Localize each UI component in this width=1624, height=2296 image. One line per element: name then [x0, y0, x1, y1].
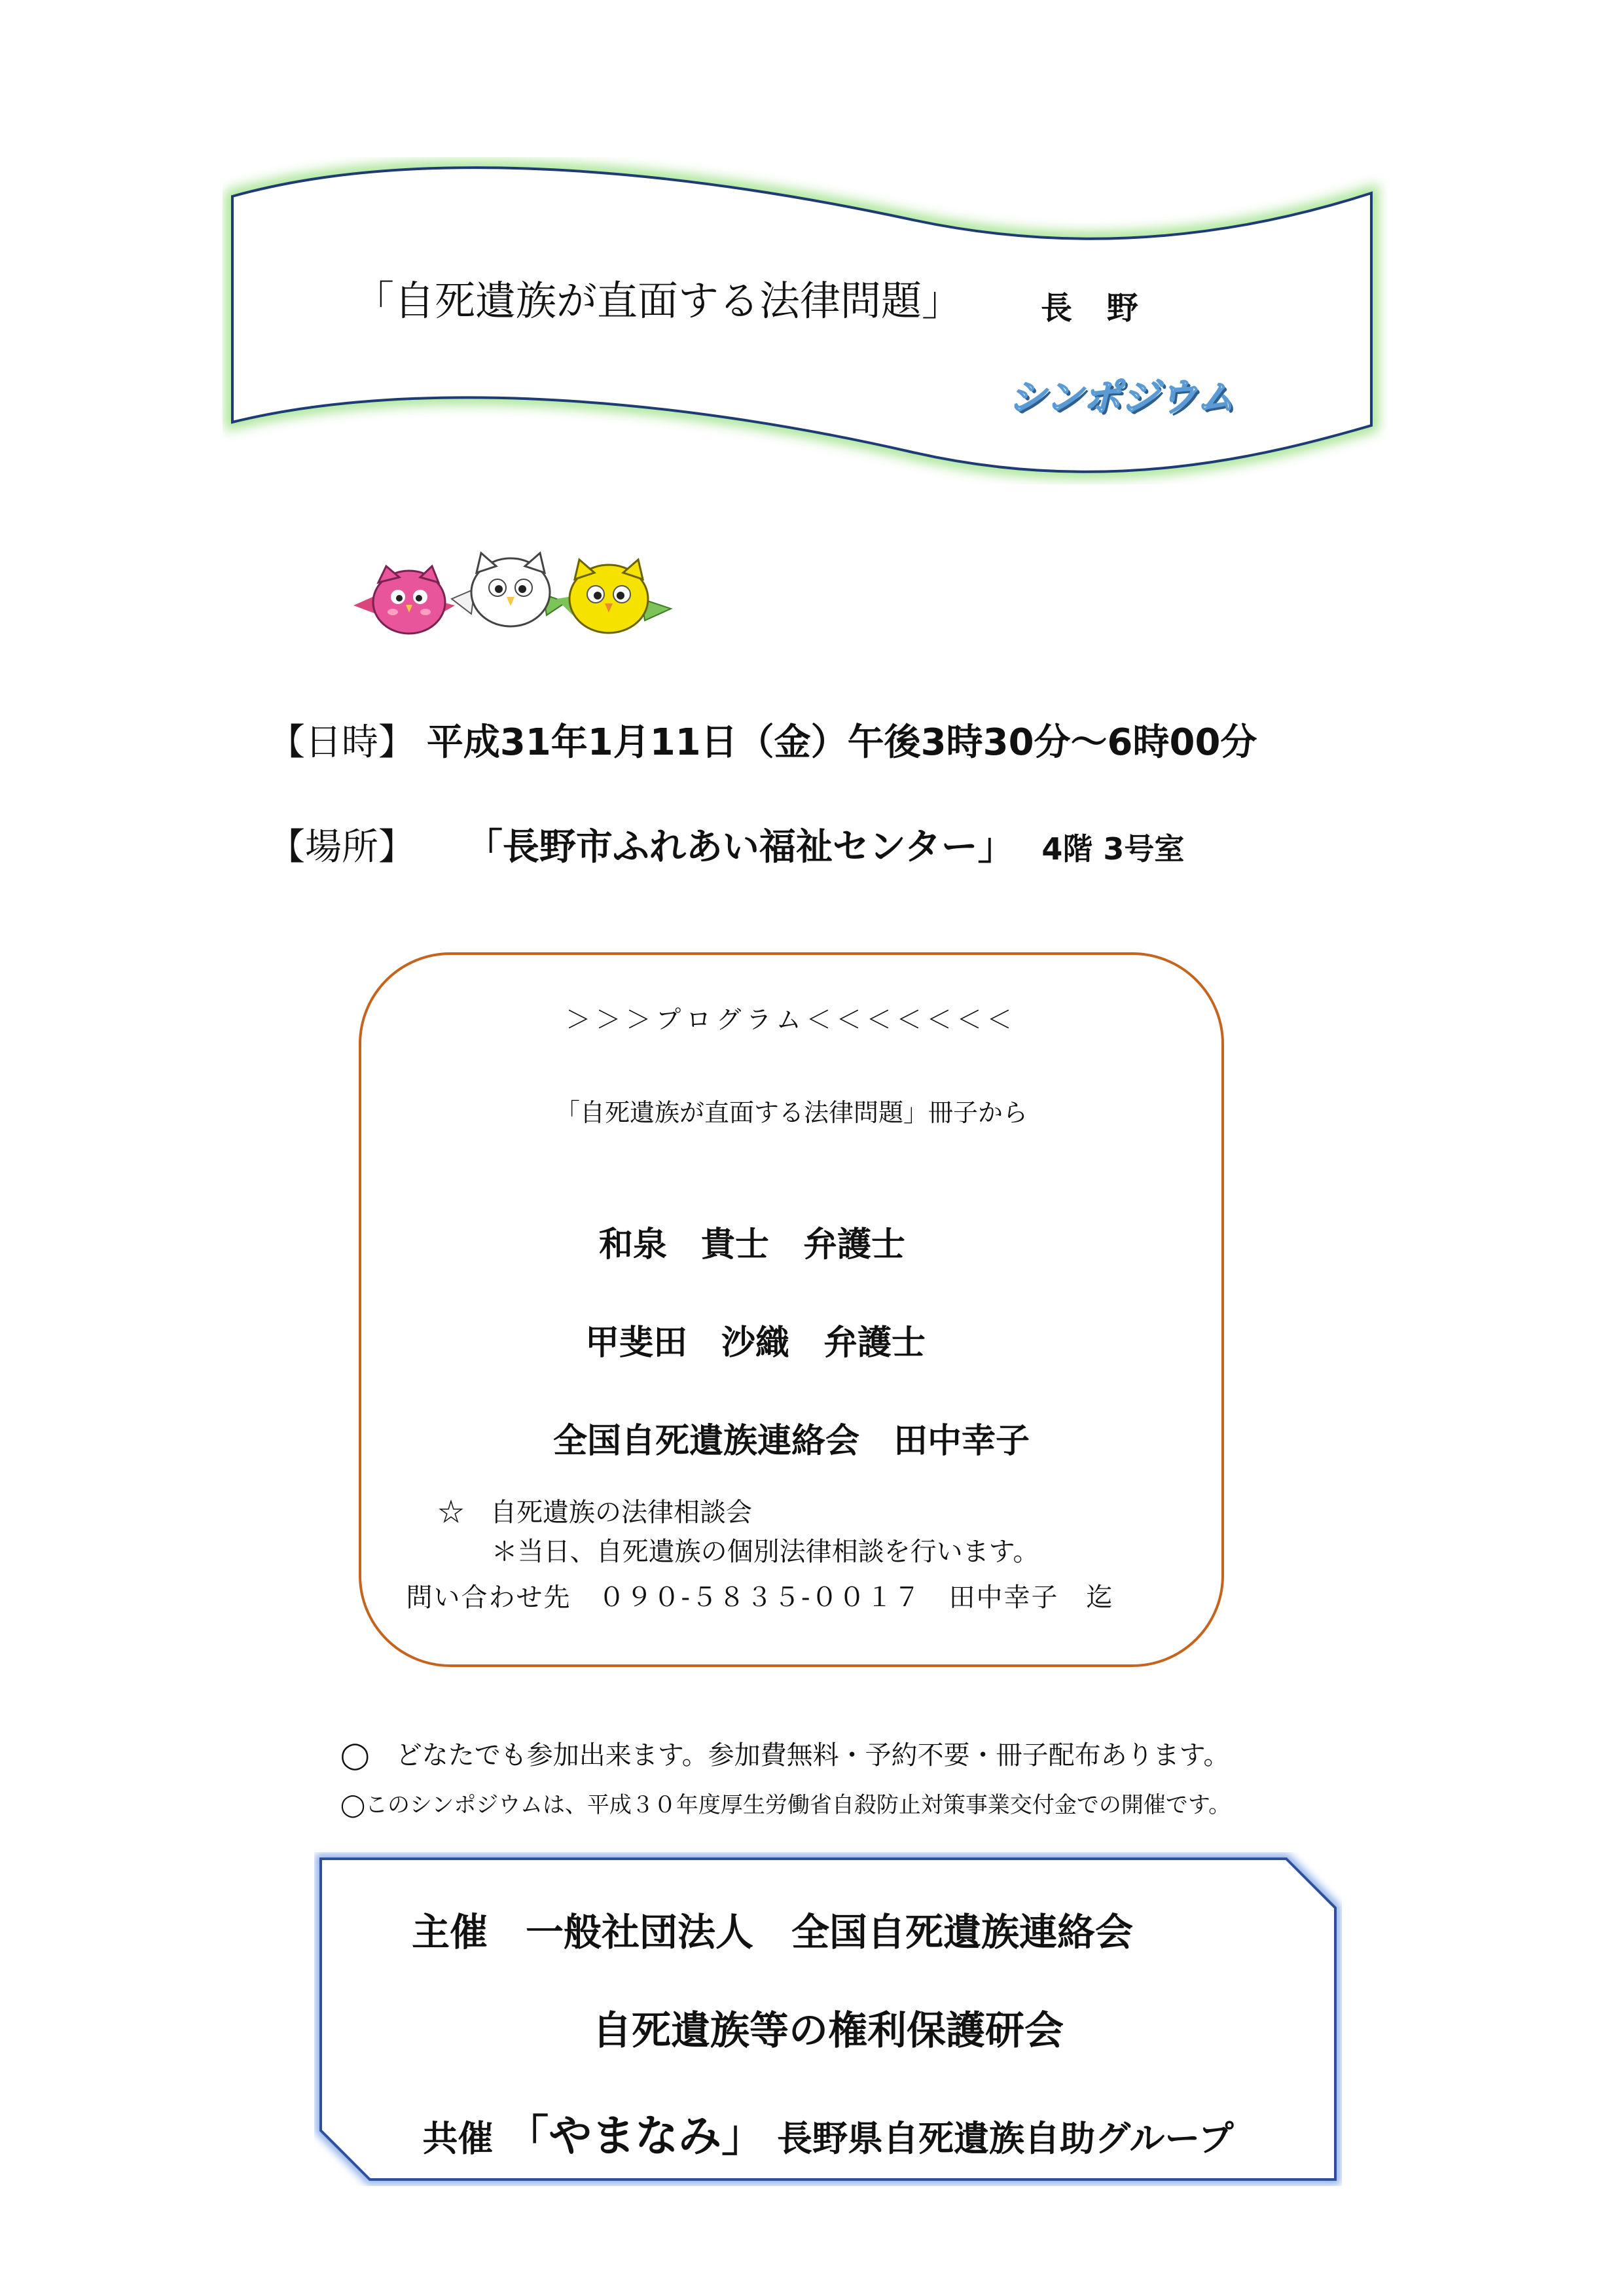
- banner-place: 長 野: [1041, 290, 1150, 327]
- date-label: 【日時】: [268, 721, 415, 764]
- funding-note: ◯このシンポジウムは、平成３０年度厚生労働省自殺防止対策事業交付金での開催です。: [340, 1792, 1231, 1818]
- organizer-main: 主催 一般社団法人 全国自死遺族連絡会: [411, 1910, 1133, 1954]
- legal-consultation-note: ＊当日、自死遺族の個別法律相談を行います。: [491, 1537, 1039, 1567]
- speaker-2: 甲斐田 沙織 弁護士: [585, 1323, 926, 1363]
- co-organizer-description: 長野県自死遺族自助グループ: [776, 2118, 1234, 2159]
- co-organizer-group: 「やまなみ」: [505, 2111, 765, 2161]
- speaker-3: 全国自死遺族連絡会 田中幸子: [552, 1422, 1030, 1461]
- white-owl-icon: [452, 553, 566, 626]
- organizer-research-group: 自死遺族等の権利保護研会: [592, 2008, 1064, 2054]
- program-box: [359, 952, 1224, 1667]
- yellow-owl-icon: [556, 560, 671, 633]
- place-name: 「長野市ふれあい福祉センター」: [465, 826, 1015, 869]
- contact-info: 問い合わせ先 ０９０-５８３５-００１７ 田中幸子 迄: [406, 1583, 1114, 1613]
- place-label: 【場所】: [268, 826, 415, 869]
- place-room: 4階 3号室: [1041, 831, 1185, 867]
- date-value: 平成31年1月11日（金）午後3時30分～6時00分: [426, 721, 1257, 764]
- event-place-row: [268, 818, 1184, 870]
- co-organizer: [314, 2101, 1342, 2163]
- event-date-row: [268, 713, 1257, 766]
- co-organizer-prefix: 共催: [422, 2118, 494, 2159]
- legal-consultation-title: ☆ 自死遺族の法律相談会: [438, 1498, 752, 1528]
- participation-note: ◯ どなたでも参加出来ます。参加費無料・予約不要・冊子配布あります。: [340, 1740, 1230, 1770]
- owls-illustration: [347, 537, 674, 641]
- banner-title: 「自死遺族が直面する法律問題」: [353, 277, 963, 325]
- pink-owl-icon: [353, 566, 455, 634]
- program-header: ＞＞＞プログラム＜＜＜＜＜＜＜: [566, 1005, 1017, 1034]
- program-booklet: 「自死遺族が直面する法律問題」冊子から: [554, 1098, 1028, 1127]
- speaker-1: 和泉 貴士 弁護士: [598, 1225, 905, 1265]
- banner-subtitle: シンポジウム: [1008, 375, 1235, 420]
